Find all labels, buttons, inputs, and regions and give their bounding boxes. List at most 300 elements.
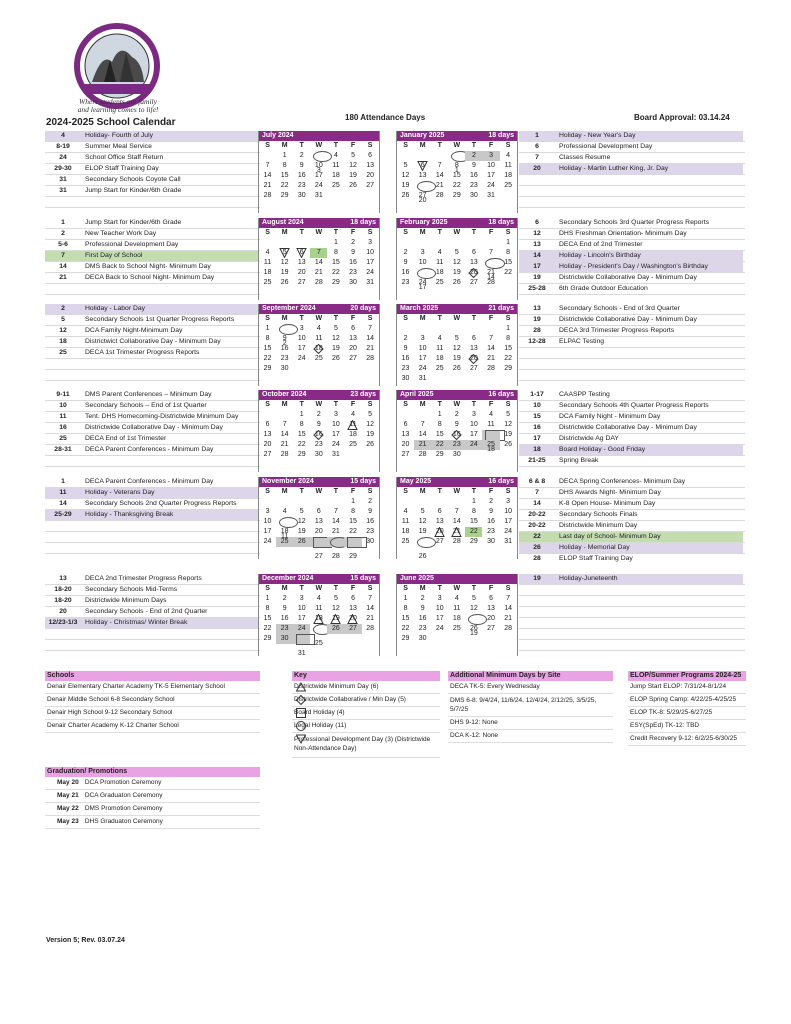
day-number: 2 — [403, 335, 408, 342]
event-date: 12/23-1/3 — [48, 619, 78, 626]
calendar-week — [259, 450, 379, 460]
row-divider — [519, 618, 745, 629]
weekday-label: S — [403, 315, 408, 322]
day-number: 29 — [504, 365, 512, 372]
school-row: Denair Elementary Charter Academy TK-5 Elementary School — [45, 681, 260, 694]
calendar-day — [276, 507, 293, 517]
calendar-day — [344, 624, 361, 634]
day-number: 17 — [314, 172, 323, 179]
calendar-event — [519, 543, 743, 553]
day-number: 17 — [418, 284, 427, 291]
day-number: 8 — [437, 421, 442, 428]
day-number: 26 — [452, 365, 461, 372]
calendar-day — [362, 334, 379, 344]
minimum-days-title: Additional Minimum Days by Site — [448, 671, 613, 681]
calendar-day — [465, 507, 482, 517]
calendar-event — [519, 521, 743, 531]
weekday-label: S — [265, 229, 270, 236]
event-title: Holiday - Lincoln's Birthday — [559, 252, 641, 259]
weekday-label: S — [505, 401, 511, 408]
calendar-day — [414, 604, 431, 614]
calendar-day — [414, 537, 431, 560]
event-date: 28 — [533, 327, 541, 334]
calendar-day — [310, 527, 327, 537]
calendar-day — [448, 624, 465, 634]
weekday-label: T — [299, 315, 304, 322]
school-row: Denair High School 9-12 Secondary School — [45, 707, 260, 720]
day-number: 18 — [314, 345, 323, 352]
day-number: 5 — [506, 411, 511, 418]
day-number: 30 — [418, 635, 427, 642]
calendar-day — [327, 430, 344, 440]
event-title: Classes Resume — [559, 154, 611, 161]
day-number: 3 — [437, 595, 442, 602]
day-number: 9 — [316, 421, 321, 428]
calendar-event — [45, 142, 258, 152]
day-number: 14 — [280, 431, 289, 438]
day-number: 30 — [366, 538, 374, 545]
calendar-day — [327, 258, 344, 268]
calendar-day — [500, 238, 517, 248]
day-number: 9 — [471, 162, 476, 169]
calendar-day — [344, 450, 361, 460]
day-number: 26 — [349, 182, 357, 189]
calendar-day — [431, 634, 448, 644]
calendar-week — [397, 354, 517, 364]
calendar-day — [465, 238, 482, 248]
day-number: 19 — [504, 431, 512, 438]
event-title: DECA End of 2nd Trimester — [559, 241, 643, 248]
event-title: Jump Start for Kinder/6th Grade — [85, 187, 182, 194]
day-number: 13 — [418, 172, 427, 179]
event-date: 11 — [59, 413, 67, 420]
event-title: DCA Family Night-Minimum Day — [85, 327, 183, 334]
weekday-label: T — [333, 142, 339, 149]
event-title: Holiday - New Year's Day — [559, 132, 636, 139]
calendar-day — [448, 324, 465, 334]
day-number: 8 — [506, 249, 511, 256]
day-number: 3 — [333, 411, 338, 418]
calendar-event — [519, 273, 743, 283]
day-number: 10 — [487, 162, 495, 169]
month-row — [45, 131, 745, 213]
day-number: 24 — [366, 269, 374, 276]
calendar-day — [276, 324, 293, 347]
day-number: 20 — [314, 528, 323, 535]
calendar-day — [482, 634, 499, 644]
calendar-day — [344, 614, 361, 624]
event-title: Districtwide Ag DAY — [559, 435, 619, 442]
calendar-day — [259, 324, 276, 334]
day-number: 23 — [349, 269, 357, 276]
event-title: Districtwict Collaborative Day - Minimum Day — [85, 338, 221, 345]
calendar-day — [414, 374, 431, 384]
day-number: 29 — [280, 192, 289, 199]
calendar-day — [293, 238, 310, 248]
calendar-day — [397, 324, 414, 334]
day-number: 16 — [452, 431, 461, 438]
month-calendar — [396, 574, 518, 656]
calendar-day — [448, 181, 465, 191]
calendar-day — [414, 420, 431, 430]
weekday-label: T — [333, 229, 339, 236]
weekday-label: T — [471, 488, 477, 495]
calendar-day — [500, 440, 517, 450]
right-events — [519, 304, 745, 386]
calendar-day — [482, 151, 499, 161]
calendar-day — [397, 171, 414, 181]
calendar-event — [45, 218, 258, 228]
calendar-day — [431, 410, 448, 420]
calendar-week — [397, 537, 517, 560]
calendar-day — [448, 238, 465, 248]
day-number: 28 — [504, 625, 512, 632]
calendar-day — [293, 278, 310, 288]
calendar-day — [465, 624, 482, 634]
calendar-day — [344, 410, 361, 420]
calendar-event — [45, 574, 258, 584]
day-number: 30 — [280, 635, 289, 642]
calendar-day — [259, 624, 276, 634]
calendar-day — [465, 537, 482, 547]
calendar-day — [293, 334, 310, 344]
day-number: 27 — [366, 182, 374, 189]
day-number: 29 — [297, 451, 306, 458]
day-number: 27 — [435, 538, 444, 545]
month-day-count: 15 days — [350, 478, 376, 485]
calendar-day — [431, 374, 448, 384]
calendar-day — [362, 151, 379, 161]
calendar-day — [431, 507, 448, 517]
calendar-day — [448, 248, 465, 258]
weekday-label: T — [471, 585, 477, 592]
day-number: 16 — [401, 355, 410, 362]
weekday-label: S — [403, 488, 408, 495]
key-label: Districtwide Minimum Day (6) — [294, 683, 379, 690]
day-number: 8 — [282, 162, 287, 169]
day-number: 13 — [470, 345, 478, 352]
minimum-day-row: DMS 6-8: 9/4/24, 11/6/24, 12/4/24, 2/12/25, 3/5/25, 5/7/25 — [448, 694, 613, 717]
event-date: 19 — [533, 316, 541, 323]
calendar-day — [500, 374, 517, 384]
day-number: 24 — [297, 625, 306, 632]
day-number: 25 — [280, 538, 289, 545]
day-number: 31 — [487, 192, 495, 199]
elop-row: ESY(SpEd) TK-12: TBD — [628, 720, 746, 733]
month-header — [259, 390, 379, 400]
calendar-day — [362, 344, 379, 354]
calendar-day — [397, 334, 414, 344]
calendar-day — [448, 604, 465, 614]
day-number: 25 — [314, 355, 323, 362]
day-number: 24 — [263, 538, 272, 545]
weekday-label: W — [453, 229, 461, 236]
day-number: 28 — [314, 279, 323, 286]
calendar-day — [397, 604, 414, 614]
day-number: 1 — [282, 152, 287, 159]
calendar-day — [276, 624, 293, 634]
calendar-day — [344, 420, 361, 430]
elop-row: Jump Start ELOP: 7/31/24-8/1/24 — [628, 681, 746, 694]
weekday-label: S — [505, 229, 511, 236]
event-title: Jump Start for Kinder/6th Grade — [85, 219, 182, 226]
day-number: 2 — [489, 498, 493, 505]
event-title: First Day of School — [85, 252, 143, 259]
calendar-week — [259, 278, 379, 288]
calendar-day — [293, 151, 310, 161]
event-date: 1-17 — [530, 391, 544, 398]
calendar-day — [465, 334, 482, 344]
calendar-day — [327, 191, 344, 201]
calendar-event — [519, 131, 743, 141]
row-divider — [519, 186, 745, 197]
calendar-event — [519, 412, 743, 422]
calendar-event — [519, 423, 743, 433]
event-title: School Office Staff Return — [85, 154, 164, 161]
calendar-day — [431, 614, 448, 624]
calendar-day — [397, 161, 414, 171]
left-events — [45, 304, 260, 386]
diamond-icon — [296, 695, 306, 705]
event-title: Holiday - Labor Day — [85, 305, 146, 312]
calendar-event — [519, 240, 743, 250]
calendar-day — [414, 624, 431, 634]
day-number: 10 — [366, 249, 374, 256]
event-title: Holiday - President's Day / Washington's Birthday — [559, 263, 708, 270]
row-divider — [519, 629, 745, 640]
event-date: 20-22 — [528, 511, 546, 518]
calendar-week — [397, 364, 517, 374]
row-divider — [45, 197, 260, 208]
calendar-day — [448, 171, 465, 181]
row-divider — [45, 532, 260, 543]
weekday-label: T — [437, 401, 442, 408]
day-number: 25 — [435, 365, 444, 372]
calendar-day — [327, 278, 344, 288]
calendar-day — [259, 430, 276, 440]
calendar-day — [259, 517, 276, 527]
calendar-week — [397, 440, 517, 450]
calendar-week — [259, 344, 379, 354]
graduation-row — [45, 803, 260, 816]
graduation-table — [45, 767, 260, 829]
day-number: 17 — [263, 528, 272, 535]
day-number: 30 — [470, 192, 478, 199]
day-number: 16 — [366, 518, 374, 525]
day-number: 26 — [366, 441, 374, 448]
calendar-day — [431, 161, 448, 171]
day-number: 28 — [366, 355, 374, 362]
weekday-header — [259, 141, 379, 151]
weekday-label: M — [281, 315, 288, 322]
day-number: 27 — [418, 192, 427, 199]
weekday-label: F — [488, 315, 494, 322]
weekday-label: M — [281, 229, 288, 236]
day-number: 16 — [314, 431, 323, 438]
calendar-day — [482, 238, 499, 248]
calendar-day — [448, 278, 465, 288]
weekday-label: F — [350, 315, 356, 322]
calendar-day — [431, 537, 448, 547]
calendar-day — [414, 161, 431, 171]
weekday-label: T — [299, 229, 304, 236]
event-date: 5-6 — [58, 241, 68, 248]
calendar-day — [293, 624, 310, 634]
calendar-day — [414, 151, 431, 161]
calendar-day — [362, 430, 379, 440]
day-number: 4 — [265, 249, 270, 256]
calendar-day — [362, 420, 379, 430]
calendar-day — [327, 440, 344, 450]
day-number: 11 — [281, 533, 289, 540]
calendar-day — [293, 537, 310, 547]
day-number: 7 — [265, 162, 270, 169]
calendar-day — [276, 258, 293, 268]
calendar-day — [431, 334, 448, 344]
calendar-day — [465, 191, 482, 201]
calendar-event — [45, 596, 258, 606]
calendar-day — [327, 604, 344, 614]
calendar-day — [344, 324, 361, 334]
calendar-event — [519, 574, 743, 584]
calendar-day — [327, 420, 344, 430]
calendar-day — [362, 364, 379, 374]
day-number: 17 — [297, 615, 306, 622]
day-number: 5 — [368, 411, 373, 418]
month-calendar — [396, 218, 518, 300]
month-header — [397, 390, 517, 400]
day-number: 30 — [314, 451, 323, 458]
day-number: 4 — [316, 325, 321, 332]
calendar-week — [397, 191, 517, 201]
calendar-day — [327, 344, 344, 354]
day-number: 3 — [316, 167, 321, 174]
calendar-day — [500, 364, 517, 374]
weekday-label: F — [350, 585, 356, 592]
weekday-header — [259, 400, 379, 410]
day-number: 31 — [418, 375, 427, 382]
day-number: 30 — [297, 192, 306, 199]
calendar-day — [414, 527, 431, 537]
calendar-day — [414, 344, 431, 354]
month-header — [397, 304, 517, 314]
day-number: 29 — [349, 553, 357, 560]
calendar-day — [327, 248, 344, 258]
day-number: 19 — [452, 355, 461, 362]
calendar-day — [259, 268, 276, 278]
day-number: 23 — [418, 625, 427, 632]
calendar-day — [327, 268, 344, 278]
event-title: Districtwide Collaborative Day - Minimum Day — [559, 424, 697, 431]
day-number: 7 — [489, 249, 493, 256]
calendar-day — [397, 634, 414, 644]
weekday-label: T — [299, 585, 304, 592]
calendar-day — [482, 537, 499, 547]
weekday-label: T — [437, 585, 442, 592]
event-date: 13 — [533, 305, 541, 312]
day-number: 10 — [297, 335, 306, 342]
calendar-day — [259, 420, 276, 430]
event-date: 14 — [533, 500, 541, 507]
calendar-day — [362, 614, 379, 624]
calendar-week — [259, 171, 379, 181]
calendar-day — [465, 497, 482, 507]
day-number: 29 — [263, 365, 272, 372]
day-number: 24 — [314, 182, 323, 189]
event-date: 24 — [59, 154, 67, 161]
calendar-day — [500, 354, 517, 364]
calendar-day — [448, 440, 465, 450]
calendar-day — [397, 344, 414, 354]
calendar-day — [310, 344, 327, 354]
calendar-day — [431, 354, 448, 364]
calendar-day — [259, 594, 276, 604]
calendar-week — [259, 334, 379, 344]
calendar-day — [293, 268, 310, 278]
graduation-row — [45, 790, 260, 803]
day-number: 17 — [366, 259, 374, 266]
event-date: 10 — [59, 402, 67, 409]
calendar-day — [259, 258, 276, 268]
calendar-week — [259, 507, 379, 517]
month-name: February 2025 — [400, 219, 448, 226]
calendar-week — [259, 527, 379, 537]
day-number: 2 — [471, 152, 476, 159]
calendar-event — [45, 175, 258, 185]
key-label: Professional Development Day (3) (Districtwide Non-Attendance Day) — [294, 736, 431, 752]
day-number: 28 — [418, 451, 427, 458]
calendar-day — [465, 171, 482, 181]
calendar-day — [276, 430, 293, 440]
calendar-day — [259, 614, 276, 624]
day-number: 12 — [504, 421, 512, 428]
calendar-day — [500, 324, 517, 334]
day-number: 4 — [437, 249, 442, 256]
inverted-triangle-icon — [296, 734, 306, 744]
calendar-day — [276, 181, 293, 191]
month-name: September 2024 — [262, 305, 316, 312]
day-number: 24 — [504, 528, 512, 535]
calendar-week — [397, 324, 517, 334]
minimum-days-table — [448, 671, 613, 743]
calendar-day — [344, 440, 361, 450]
month-header — [397, 574, 517, 584]
day-number: 14 — [332, 518, 340, 525]
month-row — [45, 304, 745, 386]
weekday-label: T — [437, 229, 442, 236]
day-number: 6 — [351, 595, 355, 602]
calendar-day — [327, 537, 344, 560]
calendar-day — [465, 374, 482, 384]
calendar-day — [293, 161, 310, 171]
day-number: 20 — [366, 172, 374, 179]
day-number: 22 — [401, 625, 410, 632]
calendar-day — [276, 420, 293, 430]
day-number: 11 — [453, 605, 461, 612]
graduation-event: DHS Graduaton Ceremony — [84, 818, 163, 825]
calendar-day — [431, 420, 448, 430]
day-number: 22 — [280, 182, 289, 189]
day-number: 15 — [504, 345, 512, 352]
day-number: 25 — [263, 279, 272, 286]
day-number: 19 — [401, 182, 410, 189]
calendar-day — [448, 268, 465, 278]
calendar-day — [276, 537, 293, 547]
key-row — [292, 707, 440, 720]
graduation-row — [45, 777, 260, 790]
weekday-label: M — [281, 585, 288, 592]
calendar-event — [45, 304, 258, 314]
